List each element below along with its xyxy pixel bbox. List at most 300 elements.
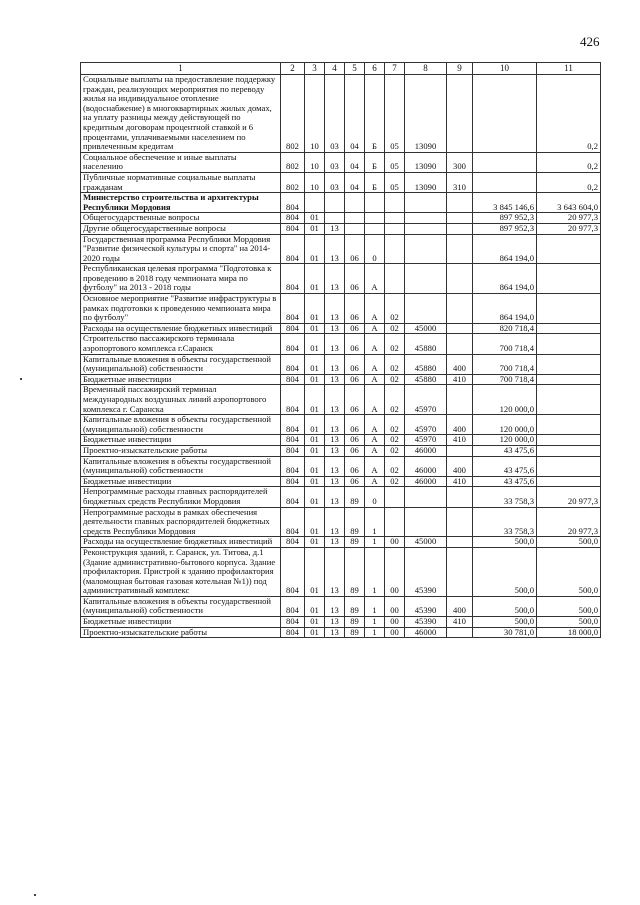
- code-cell: 804: [281, 323, 305, 334]
- code-cell: 13: [325, 374, 345, 385]
- table-row: [81, 75, 601, 153]
- amount-cell: 18 000,0: [537, 627, 601, 638]
- code-cell: [405, 213, 447, 224]
- amount-cell: [537, 456, 601, 476]
- code-cell: 01: [305, 627, 325, 638]
- code-cell: 1: [365, 507, 385, 537]
- code-cell: 13090: [405, 172, 447, 192]
- code-cell: 802: [281, 75, 305, 153]
- code-cell: [325, 193, 345, 213]
- code-cell: 410: [447, 374, 473, 385]
- table-row: [81, 596, 601, 616]
- code-cell: 804: [281, 476, 305, 487]
- table-row: [81, 617, 601, 628]
- code-cell: [385, 223, 405, 234]
- amount-cell: 500,0: [537, 537, 601, 548]
- row-name-cell: Капитальные вложения в объекты государственной (муниципальной) собственности: [81, 456, 281, 476]
- table-row: [81, 234, 601, 264]
- code-cell: 06: [345, 354, 365, 374]
- code-cell: 804: [281, 234, 305, 264]
- code-cell: [405, 193, 447, 213]
- table-row: [81, 435, 601, 446]
- code-cell: 01: [305, 354, 325, 374]
- code-cell: А: [365, 334, 385, 354]
- code-cell: [385, 264, 405, 294]
- table-row: [81, 334, 601, 354]
- code-cell: 13: [325, 456, 345, 476]
- amount-cell: [537, 294, 601, 324]
- row-name-cell: Капитальные вложения в объекты государственной (муниципальной) собственности: [81, 354, 281, 374]
- amount-cell: 20 977,3: [537, 507, 601, 537]
- code-cell: [447, 547, 473, 596]
- column-header: 11: [537, 63, 601, 75]
- table-row: [81, 537, 601, 548]
- code-cell: 804: [281, 264, 305, 294]
- row-name-cell: Бюджетные инвестиции: [81, 435, 281, 446]
- code-cell: 01: [305, 234, 325, 264]
- code-cell: 13: [325, 334, 345, 354]
- amount-cell: 500,0: [537, 617, 601, 628]
- table-row: [81, 374, 601, 385]
- row-name-cell: Расходы на осуществление бюджетных инвестиций: [81, 537, 281, 548]
- code-cell: [447, 75, 473, 153]
- code-cell: [385, 213, 405, 224]
- row-name-cell: Социальное обеспечение и иные выплаты населению: [81, 152, 281, 172]
- amount-cell: 500,0: [473, 537, 537, 548]
- code-cell: [385, 193, 405, 213]
- column-header: 2: [281, 63, 305, 75]
- code-cell: А: [365, 456, 385, 476]
- code-cell: 89: [345, 627, 365, 638]
- amount-cell: [473, 172, 537, 192]
- code-cell: 410: [447, 617, 473, 628]
- code-cell: 804: [281, 627, 305, 638]
- amount-cell: [537, 476, 601, 487]
- code-cell: 804: [281, 354, 305, 374]
- code-cell: 45390: [405, 547, 447, 596]
- code-cell: [365, 223, 385, 234]
- code-cell: 13: [325, 507, 345, 537]
- amount-cell: [473, 152, 537, 172]
- code-cell: 06: [345, 264, 365, 294]
- code-cell: 01: [305, 223, 325, 234]
- amount-cell: 500,0: [473, 596, 537, 616]
- code-cell: 01: [305, 507, 325, 537]
- code-cell: 804: [281, 537, 305, 548]
- code-cell: 03: [325, 75, 345, 153]
- code-cell: 02: [385, 374, 405, 385]
- code-cell: А: [365, 445, 385, 456]
- column-header: 1: [81, 63, 281, 75]
- code-cell: 0: [365, 487, 385, 507]
- code-cell: 804: [281, 456, 305, 476]
- code-cell: [365, 193, 385, 213]
- code-cell: [447, 334, 473, 354]
- amount-cell: [537, 374, 601, 385]
- code-cell: А: [365, 415, 385, 435]
- code-cell: 13: [325, 547, 345, 596]
- amount-cell: [537, 415, 601, 435]
- code-cell: 02: [385, 294, 405, 324]
- amount-cell: [537, 445, 601, 456]
- row-name-cell: Непрограммные расходы главных распорядителей бюджетных средств Республики Мордовия: [81, 487, 281, 507]
- table-row: [81, 456, 601, 476]
- code-cell: 13: [325, 323, 345, 334]
- code-cell: 804: [281, 415, 305, 435]
- amount-cell: 500,0: [473, 617, 537, 628]
- amount-cell: 20 977,3: [537, 487, 601, 507]
- code-cell: 804: [281, 294, 305, 324]
- code-cell: [325, 213, 345, 224]
- row-name-cell: Бюджетные инвестиции: [81, 374, 281, 385]
- header-row: [81, 63, 601, 75]
- code-cell: 02: [385, 456, 405, 476]
- code-cell: 804: [281, 193, 305, 213]
- code-cell: 13: [325, 354, 345, 374]
- row-name-cell: Социальные выплаты на предоставление поддержку граждан, реализующих мероприятия по переводу жилья на индивидуальное отопление (водоснабжение) в многоквартирных жилых домах, на уплату разницы между действующей по кредитным договорам процентной ставкой и 6 процентами, уплачиваемыми населением по привлеченным кредитам: [81, 75, 281, 153]
- table-row: [81, 223, 601, 234]
- amount-cell: 864 194,0: [473, 234, 537, 264]
- code-cell: 804: [281, 596, 305, 616]
- code-cell: 46000: [405, 627, 447, 638]
- code-cell: 13: [325, 234, 345, 264]
- code-cell: 05: [385, 75, 405, 153]
- code-cell: 89: [345, 487, 365, 507]
- code-cell: 89: [345, 507, 365, 537]
- scan-dot: [34, 894, 36, 896]
- code-cell: 45000: [405, 537, 447, 548]
- code-cell: [405, 487, 447, 507]
- amount-cell: [537, 334, 601, 354]
- code-cell: А: [365, 435, 385, 446]
- code-cell: 45970: [405, 415, 447, 435]
- code-cell: [447, 507, 473, 537]
- code-cell: 13: [325, 294, 345, 324]
- code-cell: 04: [345, 75, 365, 153]
- code-cell: Б: [365, 172, 385, 192]
- code-cell: [405, 507, 447, 537]
- code-cell: 804: [281, 445, 305, 456]
- code-cell: [345, 223, 365, 234]
- code-cell: 01: [305, 323, 325, 334]
- code-cell: 04: [345, 152, 365, 172]
- row-name-cell: Проектно-изыскательские работы: [81, 627, 281, 638]
- code-cell: 10: [305, 152, 325, 172]
- table-row: [81, 354, 601, 374]
- code-cell: [365, 213, 385, 224]
- code-cell: 03: [325, 152, 345, 172]
- code-cell: 01: [305, 415, 325, 435]
- code-cell: [447, 234, 473, 264]
- code-cell: 13: [325, 537, 345, 548]
- table-row: [81, 172, 601, 192]
- code-cell: 01: [305, 374, 325, 385]
- amount-cell: 30 781,0: [473, 627, 537, 638]
- code-cell: 13: [325, 445, 345, 456]
- code-cell: 804: [281, 334, 305, 354]
- code-cell: 804: [281, 617, 305, 628]
- code-cell: 46000: [405, 445, 447, 456]
- amount-cell: 0,2: [537, 75, 601, 153]
- code-cell: 13: [325, 223, 345, 234]
- code-cell: 06: [345, 294, 365, 324]
- column-header: 5: [345, 63, 365, 75]
- amount-cell: 0,2: [537, 172, 601, 192]
- code-cell: 01: [305, 537, 325, 548]
- table-row: [81, 152, 601, 172]
- code-cell: [447, 537, 473, 548]
- table-row: [81, 323, 601, 334]
- amount-cell: 820 718,4: [473, 323, 537, 334]
- code-cell: [447, 294, 473, 324]
- table-row: [81, 627, 601, 638]
- code-cell: 01: [305, 547, 325, 596]
- code-cell: 13: [325, 435, 345, 446]
- code-cell: 45000: [405, 323, 447, 334]
- code-cell: 45880: [405, 334, 447, 354]
- code-cell: 00: [385, 596, 405, 616]
- code-cell: 89: [345, 537, 365, 548]
- code-cell: 1: [365, 617, 385, 628]
- row-name-cell: Непрограммные расходы в рамках обеспечения деятельности главных распорядителей бюджетных средств Республики Мордовия: [81, 507, 281, 537]
- amount-cell: 120 000,0: [473, 385, 537, 415]
- code-cell: 410: [447, 476, 473, 487]
- code-cell: 400: [447, 456, 473, 476]
- amount-cell: [473, 75, 537, 153]
- table-row: [81, 487, 601, 507]
- budget-table: [80, 62, 601, 638]
- code-cell: Б: [365, 152, 385, 172]
- row-name-cell: Основное мероприятие "Развитие инфраструктуры в рамках подготовки к проведению чемпионата мира по футболу": [81, 294, 281, 324]
- code-cell: Б: [365, 75, 385, 153]
- table-row: [81, 294, 601, 324]
- code-cell: 45880: [405, 374, 447, 385]
- code-cell: 89: [345, 596, 365, 616]
- code-cell: [345, 193, 365, 213]
- code-cell: 45390: [405, 617, 447, 628]
- amount-cell: 897 952,3: [473, 213, 537, 224]
- code-cell: 804: [281, 507, 305, 537]
- amount-cell: 864 194,0: [473, 264, 537, 294]
- column-header: 4: [325, 63, 345, 75]
- row-name-cell: Капитальные вложения в объекты государственной (муниципальной) собственности: [81, 596, 281, 616]
- code-cell: 13: [325, 487, 345, 507]
- code-cell: 01: [305, 456, 325, 476]
- amount-cell: 33 758,3: [473, 507, 537, 537]
- code-cell: 02: [385, 354, 405, 374]
- amount-cell: 120 000,0: [473, 435, 537, 446]
- amount-cell: [537, 264, 601, 294]
- column-header: 10: [473, 63, 537, 75]
- code-cell: 03: [325, 172, 345, 192]
- code-cell: [447, 213, 473, 224]
- code-cell: 410: [447, 435, 473, 446]
- code-cell: 1: [365, 596, 385, 616]
- code-cell: [405, 223, 447, 234]
- code-cell: 02: [385, 445, 405, 456]
- code-cell: [447, 193, 473, 213]
- code-cell: 01: [305, 435, 325, 446]
- amount-cell: [537, 354, 601, 374]
- amount-cell: [537, 435, 601, 446]
- table-body: [81, 75, 601, 638]
- column-header: 8: [405, 63, 447, 75]
- code-cell: 400: [447, 415, 473, 435]
- code-cell: 01: [305, 596, 325, 616]
- amount-cell: 43 475,6: [473, 445, 537, 456]
- code-cell: [447, 445, 473, 456]
- code-cell: 01: [305, 385, 325, 415]
- amount-cell: [537, 234, 601, 264]
- table-row: [81, 445, 601, 456]
- code-cell: 02: [385, 323, 405, 334]
- code-cell: 01: [305, 294, 325, 324]
- amount-cell: 700 718,4: [473, 374, 537, 385]
- code-cell: 06: [345, 323, 365, 334]
- code-cell: 1: [365, 547, 385, 596]
- row-name-cell: Проектно-изыскательские работы: [81, 445, 281, 456]
- code-cell: 06: [345, 445, 365, 456]
- code-cell: 10: [305, 75, 325, 153]
- code-cell: А: [365, 264, 385, 294]
- row-name-cell: Бюджетные инвестиции: [81, 617, 281, 628]
- code-cell: 804: [281, 223, 305, 234]
- code-cell: 804: [281, 385, 305, 415]
- code-cell: 01: [305, 445, 325, 456]
- code-cell: 01: [305, 617, 325, 628]
- code-cell: 13: [325, 617, 345, 628]
- code-cell: 06: [345, 456, 365, 476]
- code-cell: [385, 487, 405, 507]
- code-cell: 06: [345, 476, 365, 487]
- code-cell: 89: [345, 617, 365, 628]
- amount-cell: 0,2: [537, 152, 601, 172]
- amount-cell: 700 718,4: [473, 354, 537, 374]
- code-cell: 802: [281, 152, 305, 172]
- code-cell: А: [365, 476, 385, 487]
- code-cell: 46000: [405, 456, 447, 476]
- amount-cell: [537, 323, 601, 334]
- code-cell: 02: [385, 415, 405, 435]
- code-cell: 13: [325, 476, 345, 487]
- code-cell: 13: [325, 596, 345, 616]
- code-cell: 45970: [405, 385, 447, 415]
- table-row: [81, 385, 601, 415]
- amount-cell: 700 718,4: [473, 334, 537, 354]
- code-cell: 45970: [405, 435, 447, 446]
- row-name-cell: Бюджетные инвестиции: [81, 476, 281, 487]
- code-cell: 45880: [405, 354, 447, 374]
- code-cell: 02: [385, 334, 405, 354]
- table-row: [81, 547, 601, 596]
- amount-cell: 3 845 146,6: [473, 193, 537, 213]
- code-cell: 02: [385, 435, 405, 446]
- code-cell: [447, 385, 473, 415]
- amount-cell: 500,0: [537, 596, 601, 616]
- table-row: [81, 264, 601, 294]
- code-cell: 02: [385, 476, 405, 487]
- code-cell: [447, 487, 473, 507]
- amount-cell: 43 475,6: [473, 456, 537, 476]
- table-row: [81, 415, 601, 435]
- row-name-cell: Республиканская целевая программа "Подготовка к проведению в 2018 году чемпионата мира по футболу" на 2013 - 2018 годы: [81, 264, 281, 294]
- row-name-cell: Временный пассажирский терминал международных воздушных линий аэропортового комплекса г. Саранска: [81, 385, 281, 415]
- code-cell: 06: [345, 415, 365, 435]
- table-row: [81, 476, 601, 487]
- column-header: 6: [365, 63, 385, 75]
- amount-cell: 500,0: [537, 547, 601, 596]
- column-header: 3: [305, 63, 325, 75]
- code-cell: [447, 627, 473, 638]
- code-cell: 804: [281, 213, 305, 224]
- row-name-cell: Реконструкция зданий, г. Саранск, ул. Титова, д.1 (Здание административно-бытового корпуса. Здание профилактория. Пристрой к зданию профилактория (маломощная бытовая газовая котельная №1)) под административный комплекс: [81, 547, 281, 596]
- code-cell: 01: [305, 213, 325, 224]
- code-cell: 01: [305, 334, 325, 354]
- code-cell: 04: [345, 172, 365, 192]
- code-cell: 13: [325, 415, 345, 435]
- code-cell: 00: [385, 547, 405, 596]
- row-name-cell: Другие общегосударственные вопросы: [81, 223, 281, 234]
- row-name-cell: Государственная программа Республики Мордовия "Развитие физической культуры и спорта" на 2014-2020 годы: [81, 234, 281, 264]
- amount-cell: 20 977,3: [537, 223, 601, 234]
- row-name-cell: Общегосударственные вопросы: [81, 213, 281, 224]
- amount-cell: 20 977,3: [537, 213, 601, 224]
- row-name-cell: Публичные нормативные социальные выплаты гражданам: [81, 172, 281, 192]
- code-cell: 1: [365, 627, 385, 638]
- code-cell: 01: [305, 264, 325, 294]
- table-row: [81, 193, 601, 213]
- code-cell: 804: [281, 374, 305, 385]
- code-cell: 13: [325, 627, 345, 638]
- code-cell: 00: [385, 537, 405, 548]
- amount-cell: 897 952,3: [473, 223, 537, 234]
- page-number: 426: [580, 34, 600, 49]
- amount-cell: 43 475,6: [473, 476, 537, 487]
- code-cell: 89: [345, 547, 365, 596]
- code-cell: 00: [385, 627, 405, 638]
- code-cell: 06: [345, 334, 365, 354]
- code-cell: [405, 264, 447, 294]
- column-header: 9: [447, 63, 473, 75]
- code-cell: А: [365, 385, 385, 415]
- amount-cell: 500,0: [473, 547, 537, 596]
- code-cell: [405, 234, 447, 264]
- code-cell: 310: [447, 172, 473, 192]
- code-cell: [447, 323, 473, 334]
- code-cell: А: [365, 323, 385, 334]
- amount-cell: 120 000,0: [473, 415, 537, 435]
- table-row: [81, 213, 601, 224]
- code-cell: 45390: [405, 596, 447, 616]
- code-cell: 06: [345, 374, 365, 385]
- code-cell: 13: [325, 385, 345, 415]
- code-cell: 13090: [405, 152, 447, 172]
- row-name-cell: Капитальные вложения в объекты государственной (муниципальной) собственности: [81, 415, 281, 435]
- code-cell: 46000: [405, 476, 447, 487]
- code-cell: [305, 193, 325, 213]
- code-cell: 00: [385, 617, 405, 628]
- code-cell: [345, 213, 365, 224]
- code-cell: 10: [305, 172, 325, 192]
- code-cell: [385, 507, 405, 537]
- code-cell: 13: [325, 264, 345, 294]
- row-name-cell: Расходы на осуществление бюджетных инвестиций: [81, 323, 281, 334]
- code-cell: 300: [447, 152, 473, 172]
- code-cell: 06: [345, 385, 365, 415]
- code-cell: 13090: [405, 75, 447, 153]
- code-cell: 0: [365, 234, 385, 264]
- column-header: 7: [385, 63, 405, 75]
